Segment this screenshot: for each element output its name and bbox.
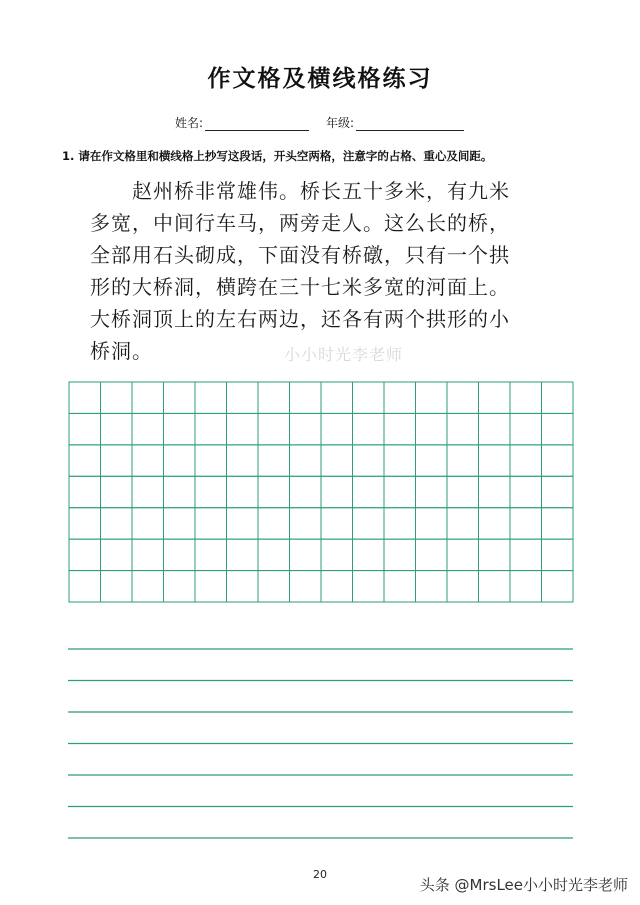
grid-cell	[447, 571, 479, 602]
grid-cell	[227, 539, 259, 570]
grid-cell	[479, 413, 511, 444]
grid-cell	[227, 476, 259, 507]
grid-cell	[69, 382, 101, 413]
grid-cell	[290, 445, 322, 476]
passage-line: 桥洞。	[90, 339, 153, 363]
grid-cell	[321, 571, 353, 602]
name-blank-line	[205, 116, 309, 131]
grid-cell	[101, 539, 133, 570]
grid-cell	[447, 539, 479, 570]
grid-cell	[101, 508, 133, 539]
grid-cell	[416, 382, 448, 413]
grid-cell	[321, 476, 353, 507]
grid-cell	[290, 539, 322, 570]
footer-watermark: 头条 @MrsLee小小时光李老师	[419, 876, 628, 894]
grid-cell	[321, 445, 353, 476]
grid-cell	[258, 413, 290, 444]
grid-cell	[384, 382, 416, 413]
name-label: 姓名:	[175, 116, 204, 130]
grid-cell	[447, 413, 479, 444]
grid-cell	[227, 508, 259, 539]
grid-cell	[321, 413, 353, 444]
grid-cell	[69, 508, 101, 539]
grid-cell	[101, 413, 133, 444]
writing-grid	[68, 381, 574, 603]
grid-cell	[353, 445, 385, 476]
grid-cell	[290, 476, 322, 507]
grid-cell	[479, 508, 511, 539]
grid-cell	[164, 539, 196, 570]
grid-cell	[479, 539, 511, 570]
passage-line: 赵州桥非常雄伟。桥长五十多米，有九米	[132, 179, 510, 203]
passage-text	[90, 175, 570, 367]
grid-cell	[164, 508, 196, 539]
grid-cell	[69, 539, 101, 570]
grid-cell	[416, 413, 448, 444]
grid-cell	[69, 413, 101, 444]
grid-cell	[321, 508, 353, 539]
grid-cell	[132, 476, 164, 507]
grid-cell	[258, 476, 290, 507]
grid-cell	[164, 413, 196, 444]
grid-cell	[447, 445, 479, 476]
grid-cell	[321, 539, 353, 570]
grid-cell	[290, 571, 322, 602]
grid-cell	[510, 508, 542, 539]
grid-cell	[132, 445, 164, 476]
grid-cell	[510, 382, 542, 413]
grid-cell	[258, 571, 290, 602]
passage-line: 形的大桥洞，横跨在三十七米多宽的河面上。	[90, 275, 510, 299]
grade-blank-line	[356, 116, 464, 131]
passage-line: 多宽，中间行车马，两旁走人。这么长的桥，	[90, 211, 510, 235]
grid-cell	[227, 445, 259, 476]
grid-cell	[510, 476, 542, 507]
grid-cell	[101, 445, 133, 476]
watermark: 小小时光李老师	[284, 345, 404, 364]
grid-cell	[353, 382, 385, 413]
grid-cell	[227, 571, 259, 602]
grid-cell	[447, 476, 479, 507]
grid-cell	[195, 445, 227, 476]
grid-cell	[258, 539, 290, 570]
instruction-text: 1. 请在作文格里和横线格上抄写这段话，开头空两格，注意字的占格、重心及间距。	[62, 149, 493, 163]
grid-cell	[69, 476, 101, 507]
grid-cell	[195, 571, 227, 602]
grid-cell	[195, 413, 227, 444]
grid-cell	[384, 508, 416, 539]
passage-line: 全部用石头砌成，下面没有桥礅，只有一个拱	[90, 243, 510, 267]
grid-cell	[321, 382, 353, 413]
grid-cell	[353, 539, 385, 570]
grid-cell	[164, 445, 196, 476]
grid-cell	[132, 382, 164, 413]
page-title: 作文格及横线格练习	[207, 66, 433, 92]
grid-cell	[353, 413, 385, 444]
grid-cell	[164, 382, 196, 413]
grid-cell	[227, 413, 259, 444]
grid-cell	[290, 413, 322, 444]
grid-cell	[510, 445, 542, 476]
grid-cell	[542, 508, 574, 539]
grid-cell	[416, 539, 448, 570]
grid-cell	[416, 476, 448, 507]
grid-cell	[479, 571, 511, 602]
grid-cell	[542, 445, 574, 476]
grid-cell	[384, 476, 416, 507]
grid-cell	[132, 413, 164, 444]
grid-cell	[195, 382, 227, 413]
grid-cell	[479, 476, 511, 507]
ruled-lines	[68, 648, 574, 840]
grid-cell	[227, 382, 259, 413]
grid-cell	[416, 571, 448, 602]
grid-cell	[447, 382, 479, 413]
grid-cell	[384, 571, 416, 602]
grid-cell	[290, 508, 322, 539]
grid-cell	[164, 571, 196, 602]
grid-cell	[384, 445, 416, 476]
grid-cell	[258, 382, 290, 413]
grid-cell	[290, 382, 322, 413]
grid-cell	[510, 413, 542, 444]
grid-cell	[384, 413, 416, 444]
grid-cell	[101, 571, 133, 602]
grid-cell	[69, 445, 101, 476]
grid-cell	[101, 476, 133, 507]
grid-cell	[195, 476, 227, 507]
grid-cell	[447, 508, 479, 539]
grid-cell	[195, 539, 227, 570]
grid-cell	[195, 508, 227, 539]
grid-cell	[164, 476, 196, 507]
grid-cell	[353, 476, 385, 507]
grid-cell	[416, 508, 448, 539]
grid-cell	[542, 476, 574, 507]
grid-cell	[510, 571, 542, 602]
grid-cell	[132, 539, 164, 570]
grid-cell	[416, 445, 448, 476]
grid-cell	[384, 539, 416, 570]
grid-cell	[258, 445, 290, 476]
grid-cell	[479, 382, 511, 413]
grid-cell	[353, 508, 385, 539]
page-number: 20	[313, 868, 327, 881]
grid-cell	[132, 571, 164, 602]
grid-cell	[510, 539, 542, 570]
grid-cell	[132, 508, 164, 539]
grade-label: 年级:	[326, 116, 355, 130]
grid-cell	[353, 571, 385, 602]
grid-cell	[542, 382, 574, 413]
grid-cell	[258, 508, 290, 539]
grade-field-row	[326, 114, 464, 131]
grid-cell	[69, 571, 101, 602]
passage-line: 大桥洞顶上的左右两边，还各有两个拱形的小	[90, 307, 510, 331]
grid-cell	[542, 571, 574, 602]
grid-cell	[101, 382, 133, 413]
grid-cell	[542, 413, 574, 444]
name-field-row	[175, 114, 309, 131]
grid-cell	[479, 445, 511, 476]
grid-cell	[542, 539, 574, 570]
